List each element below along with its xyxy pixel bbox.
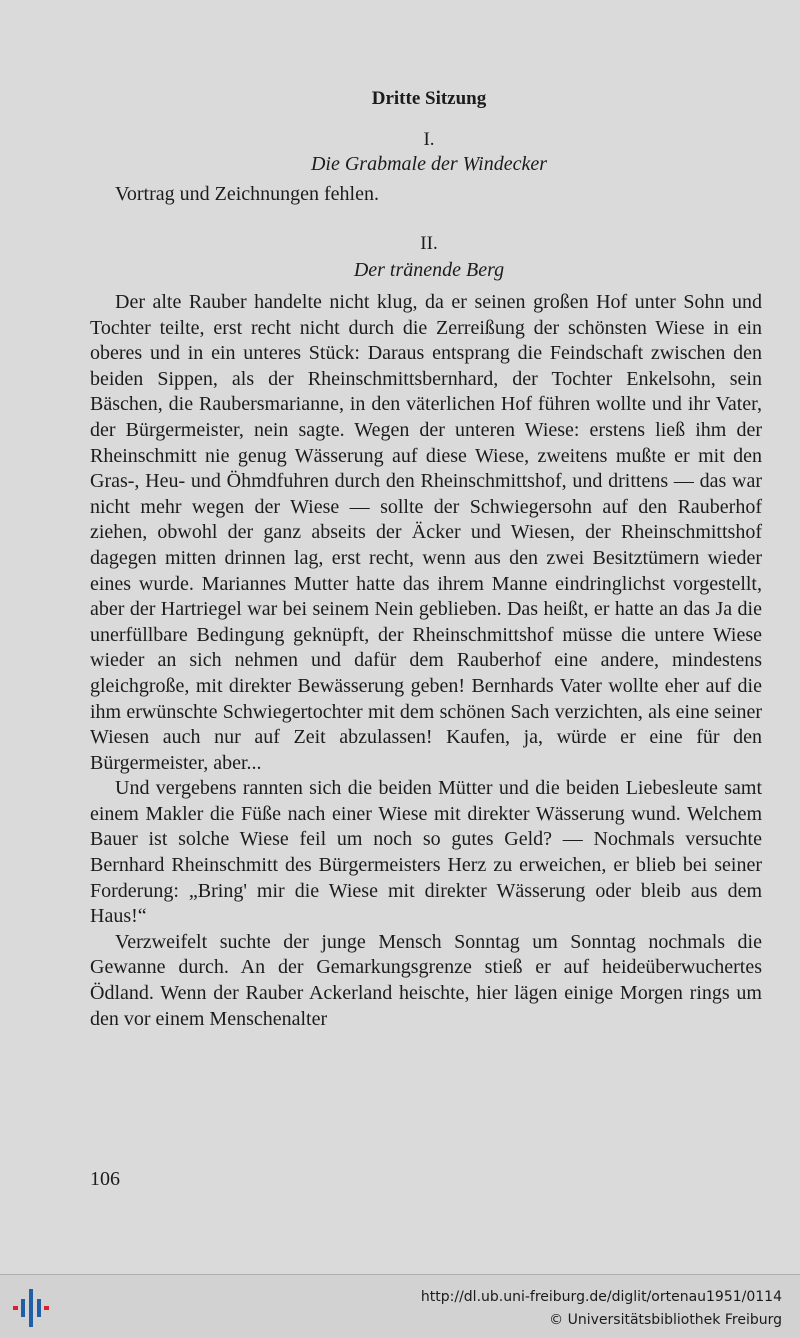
viewer-footer xyxy=(0,1274,800,1337)
permalink-url[interactable]: http://dl.ub.uni-freiburg.de/diglit/ortenau1951/0114 xyxy=(420,1289,782,1305)
section-2-number: II. xyxy=(420,233,438,254)
ub-freiburg-logo-icon xyxy=(10,1287,52,1329)
section-1-title: Die Grabmale der Windecker xyxy=(310,153,548,175)
paragraph: Verzweifelt suchte der junge Mensch Sonntag um Sonntag nochmals die Gewanne durch. An der Gemarkungsgrenze stieß er auf heideüberwuchertes Ödland. Wenn der Rauber Ackerland heischte, hier lägen einige Morgen rings um den vor einem Menschenalter xyxy=(90,930,762,1030)
paragraph: Und vergebens rannten sich die beiden Mütter und die beiden Liebesleute samt einem Makler die Füße nach einer Wiese mit direkter Wässerung wund. Welchem Bauer ist solche Wiese feil um noch so gutes Geld? — Nochmals versuchte Bernhard Rheinschmitt des Bürgermeisters Herz zu erweichen, er blieb bei seiner Forderung: „Bring' mir die Wiese mit direkter Wässerung oder bleib aus dem Haus!“ xyxy=(90,777,762,928)
section-1-note: Vortrag und Zeichnungen fehlen. xyxy=(115,183,379,205)
paragraph: Der alte Rauber handelte nicht klug, da er seinen großen Hof unter Sohn und Tochter teilte, erst recht nicht durch die Zerreißung der schönsten Wiese in ein oberes und in ein unteres Stück: Daraus entsprang die Feindschaft zwischen den beiden Sippen, als der Rheinschmittsbernhard, der Tochter Enkelsohn, sein Bäschen, die Raubersmarianne, in den väterlichen Hof führen wollte und ihr Vater, der Bürgermeister, nein sagte. Wegen der unteren Wiese: erstens ließ ihm der Rheinschmitt nie genug Wässerung auf diese Wiese, zweitens mußte er mit den Gras-, Heu- und Öhmdfuhren durch den Rheinschmittshof, und drittens — das war nicht mehr wegen der Wiese — sollte der Schwiegersohn auf den Rauberhof ziehen, obwohl der ganz abseits der Äcker und Wiesen, der Rheinschmittshof dagegen mitten drinnen lag, erst recht, wenn aus den zwei Besitztümern wieder eines wurde. Mariannes Mutter hatte das ihrem Manne eindringlichst vorgestellt, aber der Hartriegel war bei seinem Nein geblieben. Das heißt, er hatte an das Ja die unerfüllbare Bedingung geknüpft, der Rheinschmittshof müsse die untere Wiese wieder an sich nehmen und dafür dem Rauberhof eine andere, mindestens gleichgroße, mit direkter Bewässerung geben! Bernhards Vater wollte eher auf die ihm erwünschte Schwiegertochter mit dem schönen Sach verzichten, als eine seiner Wiesen auch nur auf Zeit abzulassen! Kaufen, ja, würde er eine für den Bürgermeister, aber... xyxy=(90,291,762,774)
section-2-title: Der tränende Berg xyxy=(353,259,505,281)
session-heading: Dritte Sitzung xyxy=(371,88,487,109)
section-1-number: I. xyxy=(423,129,435,150)
page-number: 106 xyxy=(90,1168,120,1190)
body-text xyxy=(90,290,762,1032)
copyright-notice: © Universitätsbibliothek Freiburg xyxy=(549,1312,782,1328)
